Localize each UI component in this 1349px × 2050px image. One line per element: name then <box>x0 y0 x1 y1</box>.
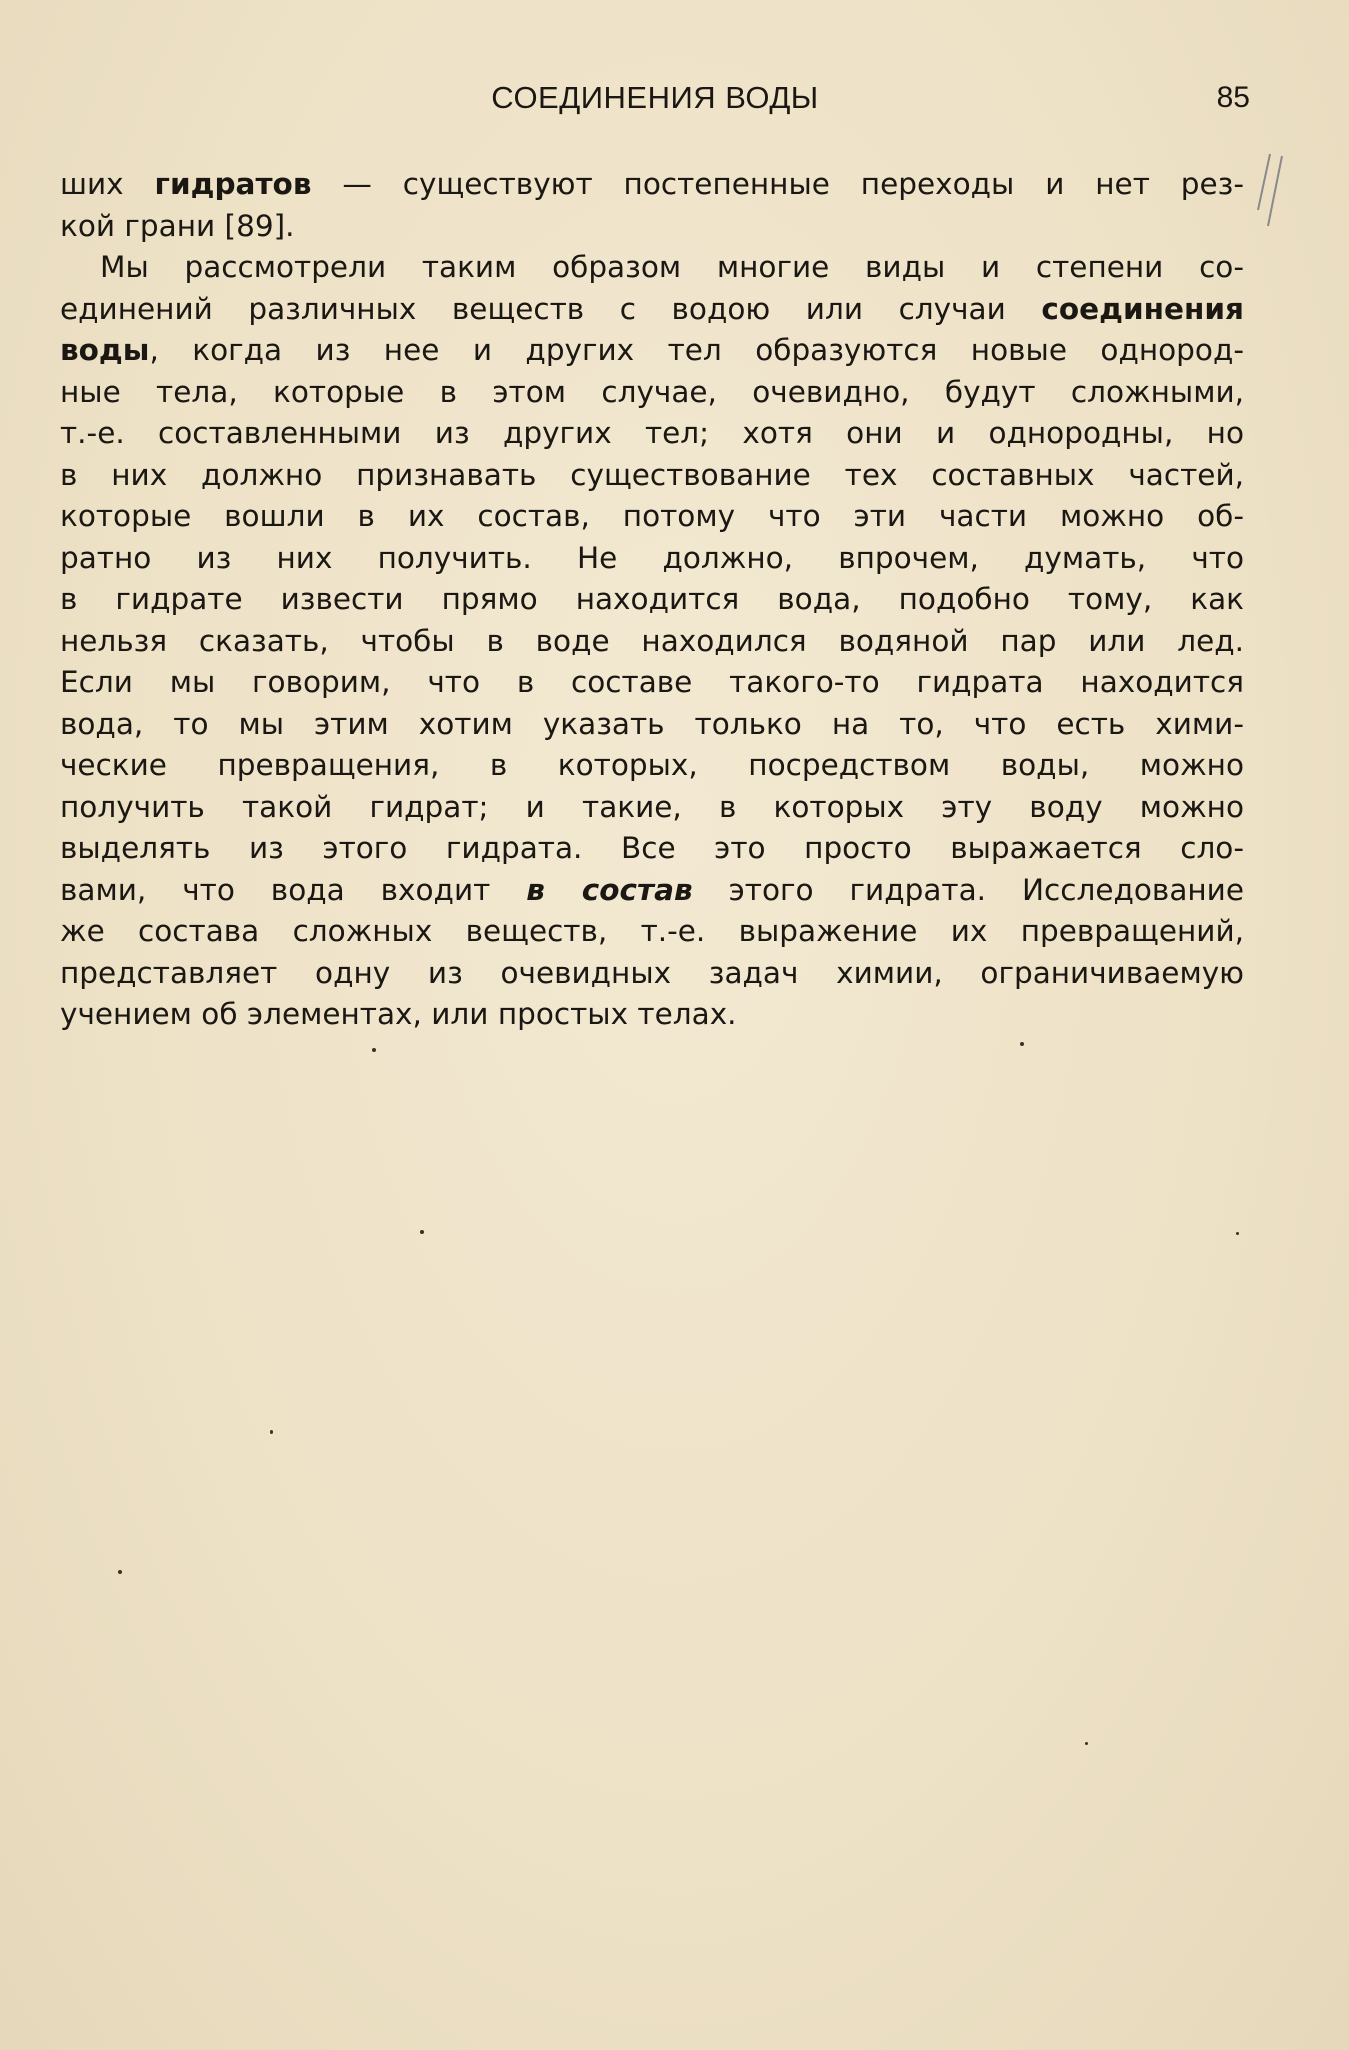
body-text <box>60 164 1244 1036</box>
running-head <box>60 76 1250 120</box>
text-run: кой грани [89]. <box>60 208 295 243</box>
text-run: нельзя сказать, чтобы в воде находился водяной пар или лед. <box>60 623 1244 658</box>
paper-speck <box>1020 1042 1024 1046</box>
text-run: ратно из них получить. Не должно, впрочем, думать, что <box>60 540 1244 575</box>
text-run: в них должно признавать существование тех составных частей, <box>60 457 1244 492</box>
text-run: же состава сложных веществ, т.-е. выражение их превращений, <box>60 914 1244 948</box>
text-line <box>60 662 1244 704</box>
text-run: — существуют постепенные переходы и нет рез- <box>311 167 1244 201</box>
running-title: СОЕДИНЕНИЯ ВОДЫ <box>491 80 819 115</box>
text-run: представляет одну из очевидных задач химии, ограничиваемую <box>60 955 1244 990</box>
text-run: выделять из этого гидрата. Все это просто выражается сло- <box>60 831 1244 865</box>
text-line <box>60 911 1244 953</box>
text-run: единений различных веществ с водою или случаи <box>60 291 1042 326</box>
text-line <box>60 538 1244 580</box>
paper-speck <box>118 1570 122 1574</box>
paper-speck <box>1236 1232 1239 1235</box>
text-run: которые вошли в их состав, потому что эти части можно об- <box>60 499 1244 533</box>
text-line <box>60 870 1244 912</box>
text-run: ческие превращения, в которых, посредством воды, можно <box>60 748 1244 782</box>
bold-text: воды <box>60 333 150 367</box>
text-line <box>60 787 1244 829</box>
text-run: , когда из нее и других тел образуются новые однород- <box>149 333 1244 367</box>
bold-text: соединения <box>1041 291 1244 326</box>
paper-speck <box>420 1230 424 1234</box>
text-line <box>60 247 1244 289</box>
text-line <box>60 289 1244 331</box>
text-line <box>60 455 1244 497</box>
text-line <box>60 828 1244 870</box>
paper-speck <box>1085 1742 1088 1745</box>
paragraph <box>60 247 1244 1036</box>
text-line <box>60 994 1244 1036</box>
paper-speck <box>270 1430 273 1434</box>
text-line <box>60 496 1244 538</box>
text-run: ших <box>60 167 155 201</box>
page-number: 85 <box>1216 81 1250 114</box>
italic-text: в состав <box>526 872 693 907</box>
text-line <box>60 164 1244 206</box>
text-run: т.-е. составленными из других тел; хотя они и однородны, но <box>60 416 1244 450</box>
text-line <box>60 330 1244 372</box>
text-run: вами, что вода входит <box>60 872 527 907</box>
text-line <box>60 206 1244 248</box>
text-line <box>60 372 1244 414</box>
bold-text: гидратов <box>154 167 312 201</box>
paragraph <box>60 164 1244 247</box>
text-run: получить такой гидрат; и такие, в которых эту воду можно <box>60 789 1244 824</box>
text-line <box>60 953 1244 995</box>
text-run: учением об элементах, или простых телах. <box>60 997 737 1031</box>
paper-speck <box>372 1048 376 1052</box>
text-line <box>60 579 1244 621</box>
text-run: ные тела, которые в этом случае, очевидно, будут сложными, <box>60 374 1244 409</box>
text-line <box>60 745 1244 787</box>
text-run: вода, то мы этим хотим указать только на то, что есть хими- <box>60 706 1244 741</box>
text-run: Если мы говорим, что в составе такого-то гидрата находится <box>60 665 1244 699</box>
text-line <box>60 413 1244 455</box>
pencil-slash-mark-icon <box>1252 150 1292 230</box>
text-line <box>60 621 1244 663</box>
text-run: Мы рассмотрели таким образом многие виды и степени со- <box>100 250 1244 284</box>
text-run: в гидрате извести прямо находится вода, подобно тому, как <box>60 582 1244 616</box>
text-run: этого гидрата. Исследование <box>692 872 1244 907</box>
text-line <box>60 704 1244 746</box>
